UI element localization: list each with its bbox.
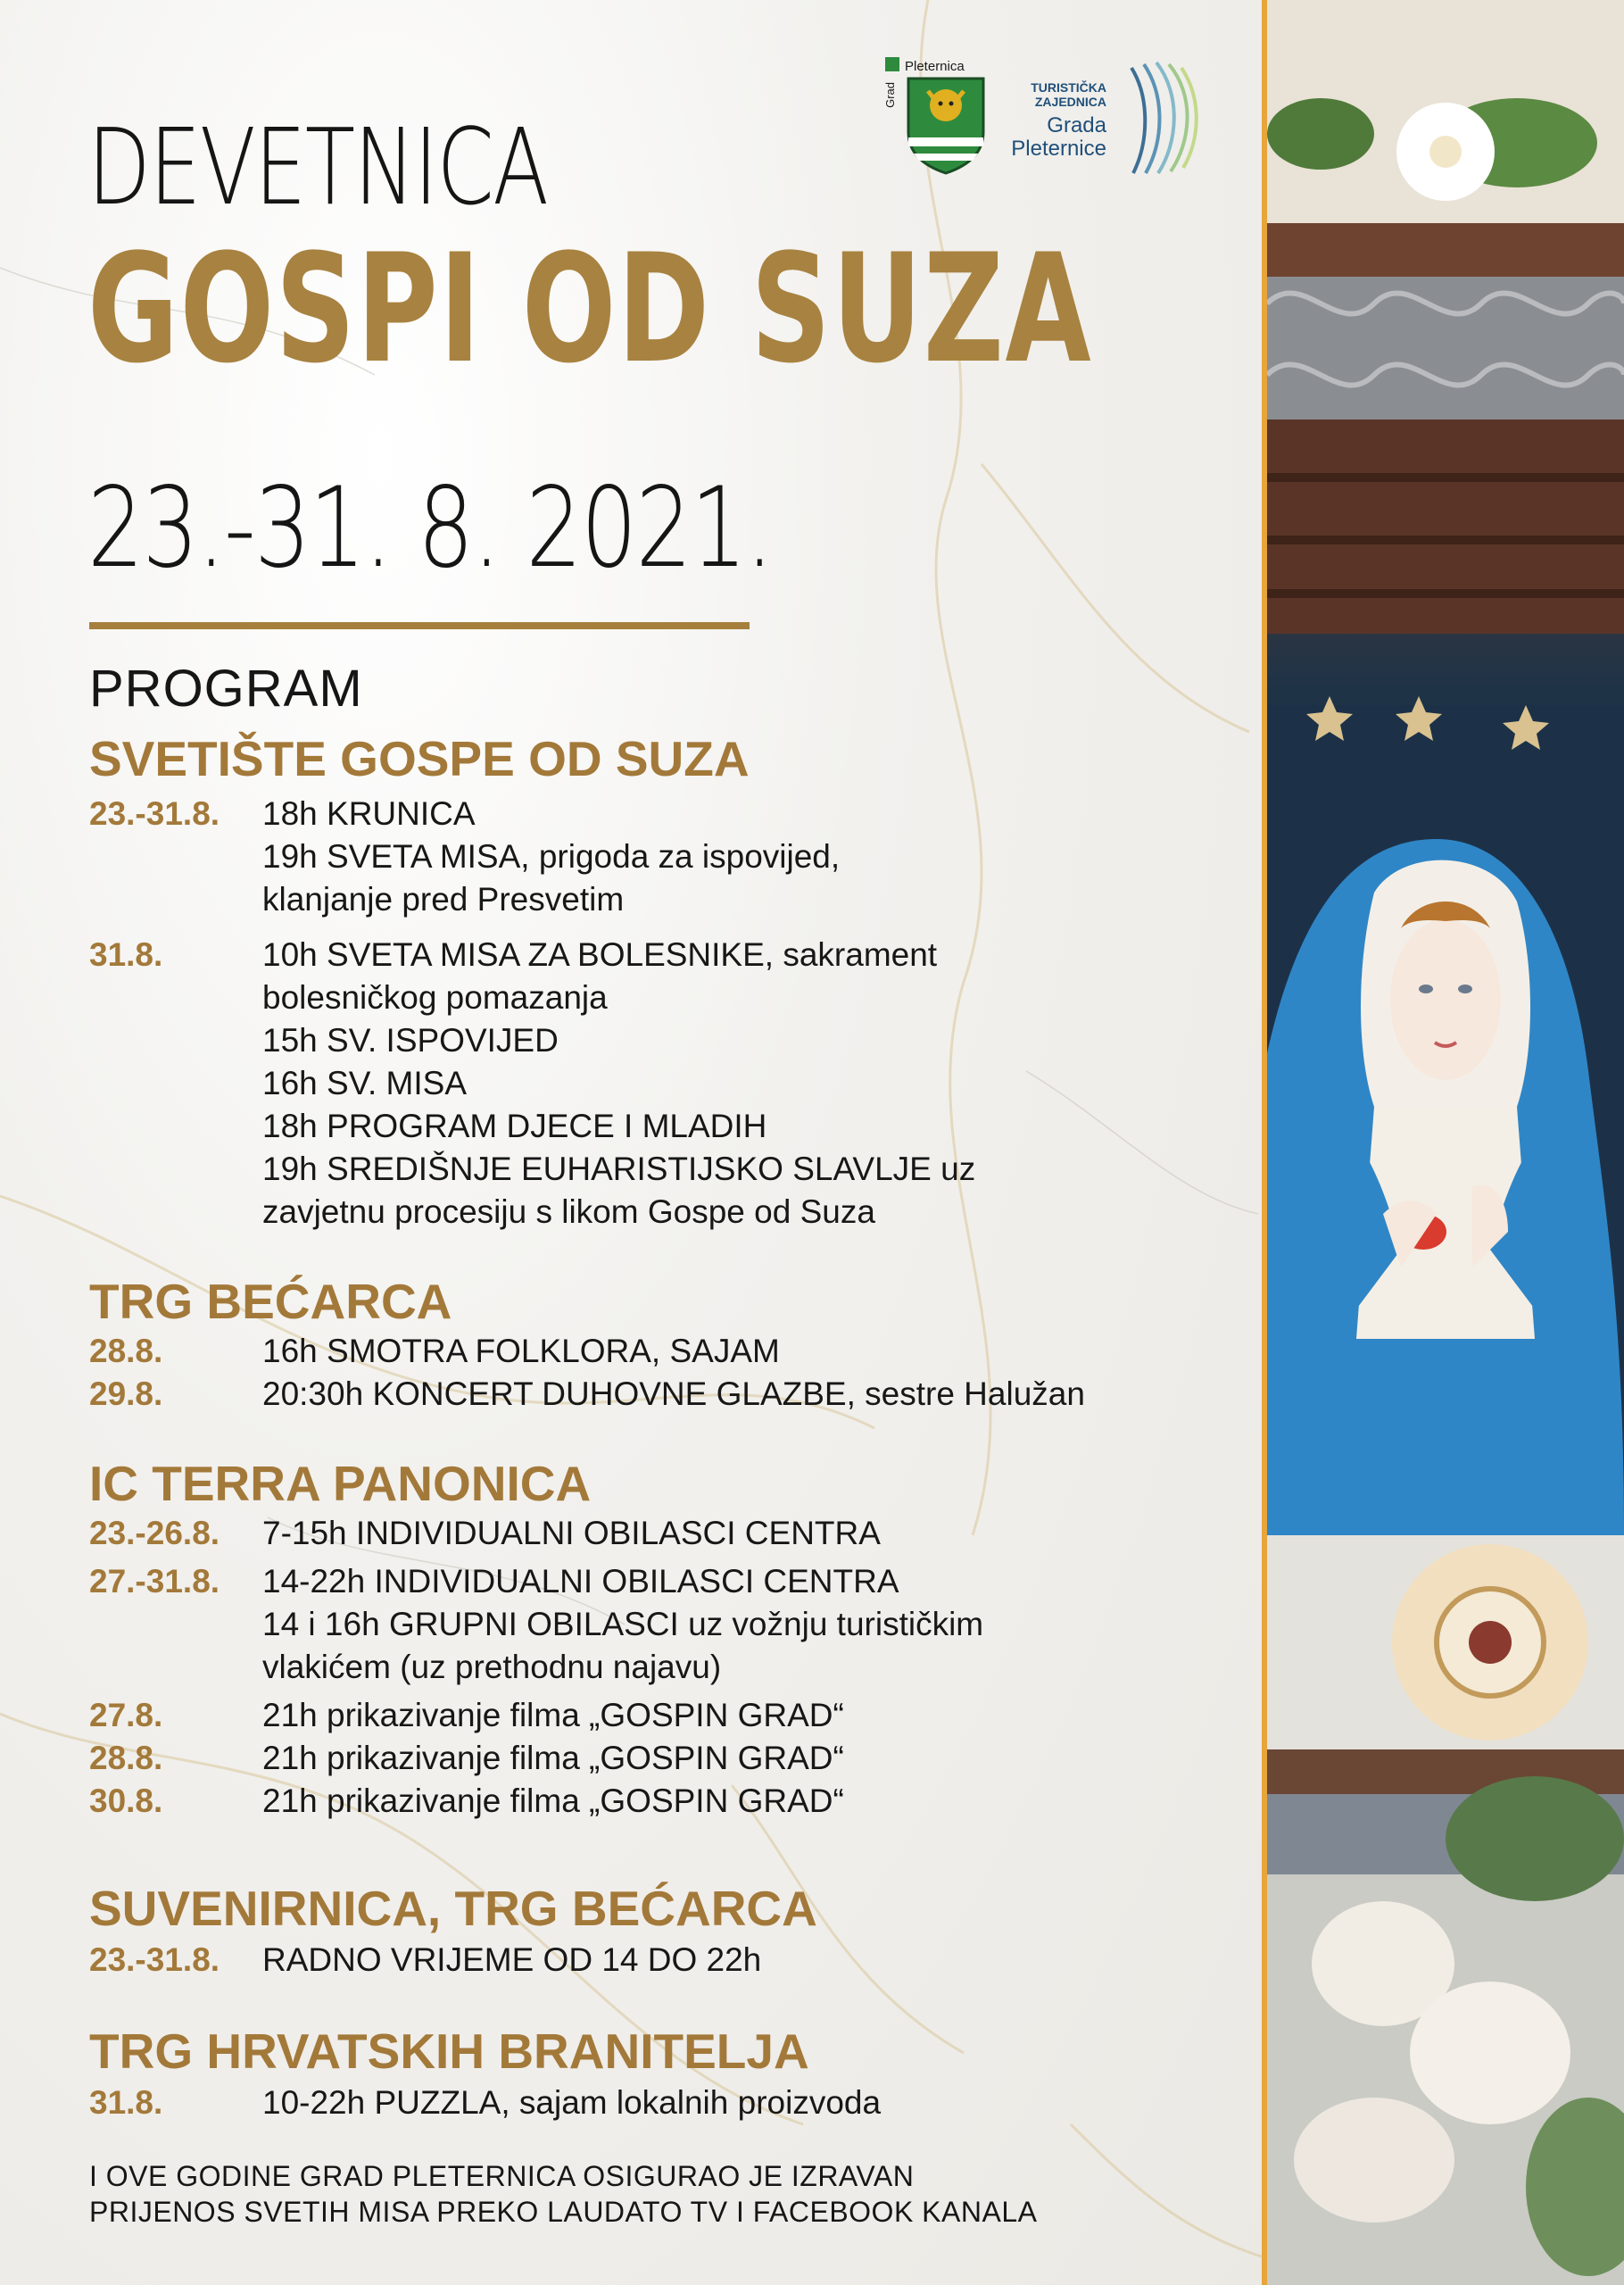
schedule-line: 21h prikazivanje filma „GOSPIN GRAD“ [262,1697,844,1733]
schedule-row [89,1737,1249,1780]
madonna-statue-image [1267,0,1624,2285]
schedule-line: bolesničkog pomazanja [262,979,608,1016]
schedule-line: 21h prikazivanje filma „GOSPIN GRAD“ [262,1740,844,1776]
schedule-description [262,1512,1249,1555]
grad-logo-name: Pleternica [905,59,965,74]
schedule-date: 29.8. [89,1375,163,1412]
schedule-row [89,1780,1249,1823]
schedule-date: 30.8. [89,1782,163,1819]
tz-logo-line3: Grada [1047,113,1106,137]
schedule-description [262,1737,1249,1780]
coat-of-arms-icon [883,55,990,180]
schedule-description [262,1694,1249,1737]
schedule-date: 23.-26.8. [89,1515,220,1551]
schedule-row [89,1694,1249,1737]
footer-line: I OVE GODINE GRAD PLETERNICA OSIGURAO JE IZRAVAN [89,2160,915,2192]
schedule-date: 31.8. [89,2084,163,2121]
section-ic-terra-panonica [89,1457,1249,1823]
tz-logo-line1: TURISTIČKA [1031,80,1106,95]
logo-area [883,55,1205,180]
reliquary-sun [1267,1535,1624,1767]
schedule-row [89,1330,1249,1373]
schedule-line: 7-15h INDIVIDUALNI OBILASCI CENTRA [262,1515,881,1551]
schedule-line: klanjanje pred Presvetim [262,881,625,918]
schedule-row [89,934,1249,1234]
schedule-line: 19h SVETA MISA, prigoda za ispovijed, [262,838,841,875]
schedule-line: 21h prikazivanje filma „GOSPIN GRAD“ [262,1782,844,1819]
tz-logo-line4: Pleternice [1011,137,1106,161]
schedule-description [262,1939,1249,1982]
schedule-line: 10h SVETA MISA ZA BOLESNIKE, sakrament [262,936,938,973]
schedule-line: 20:30h KONCERT DUHOVNE GLAZBE, sestre Halužan [262,1375,1085,1412]
section-title: SUVENIRNICA, TRG BEĆARCA [89,1881,817,1936]
section-svetiste [89,732,1249,1234]
schedule-row [89,1373,1249,1416]
grad-logo-vertical-label: Grad [883,82,897,108]
footer-line: PRIJENOS SVETIH MISA PREKO LAUDATO TV I FACEBOOK KANALA [89,2196,1038,2228]
schedule-line: 16h SMOTRA FOLKLORA, SAJAM [262,1333,780,1369]
schedule-row [89,2081,1249,2124]
turisticka-zajednica-logo [999,61,1205,177]
schedule-description [262,1330,1249,1373]
schedule-date: 31.8. [89,936,163,973]
schedule-line: RADNO VRIJEME OD 14 DO 22h [262,1941,762,1978]
schedule-description [262,1560,1249,1689]
schedule-line: 14-22h INDIVIDUALNI OBILASCI CENTRA [262,1563,899,1600]
schedule-line: vlakićem (uz prethodnu najavu) [262,1649,722,1685]
schedule-line: 14 i 16h GRUPNI OBILASCI uz vožnju turističkim [262,1606,984,1642]
schedule-row [89,1512,1249,1555]
schedule-description [262,934,1249,1234]
schedule-description [262,2081,1249,2124]
footer-note [89,2158,1037,2230]
schedule-line: 18h KRUNICA [262,795,476,832]
schedule-row [89,793,1249,921]
title-underline [89,622,750,629]
schedule-line: 15h SV. ISPOVIJED [262,1022,559,1059]
schedule-description [262,1780,1249,1823]
section-trg-becarca [89,1275,1249,1416]
program-label: PROGRAM [89,660,363,718]
schedule-row [89,1560,1249,1689]
schedule-line: 19h SREDIŠNJE EUHARISTIJSKO SLAVLJE uz [262,1151,976,1187]
schedule-date: 23.-31.8. [89,1941,220,1978]
section-suvenirnica [89,1882,1249,1982]
tz-logo-line2: ZAJEDNICA [1034,95,1106,109]
flowers-top [1267,0,1624,223]
section-title: SVETIŠTE GOSPE OD SUZA [89,731,750,786]
section-title: IC TERRA PANONICA [89,1456,592,1511]
wing-icon [1114,61,1203,177]
title-dates: 23.-31. 8. 2021. [87,464,773,593]
schedule-line: zavjetnu procesiju s likom Gospe od Suza [262,1193,875,1230]
section-trg-hrvatskih-branitelja [89,2024,1249,2124]
section-title: TRG HRVATSKIH BRANITELJA [89,2023,809,2079]
schedule-date: 28.8. [89,1740,163,1776]
title-gospi-od-suza: GOSPI OD SUZA [87,221,1093,396]
schedule-date: 27.8. [89,1697,163,1733]
schedule-line: 10-22h PUZZLA, sajam lokalnih proizvoda [262,2084,882,2121]
schedule-date: 23.-31.8. [89,795,220,832]
section-title: TRG BEĆARCA [89,1274,452,1329]
tz-logo-small-text [999,80,1106,109]
schedule-date: 27.-31.8. [89,1563,220,1600]
grad-pleternica-logo [883,55,990,180]
schedule-row [89,1939,1249,1982]
schedule-line: 16h SV. MISA [262,1065,467,1101]
tz-logo-large-text [999,114,1106,161]
schedule-description [262,793,1249,921]
schedule-date: 28.8. [89,1333,163,1369]
title-devetnica: DEVETNICA [87,105,548,228]
schedule-line: 18h PROGRAM DJECE I MLADIH [262,1108,767,1144]
schedule-description [262,1373,1249,1416]
madonna-photo [1267,0,1624,2285]
